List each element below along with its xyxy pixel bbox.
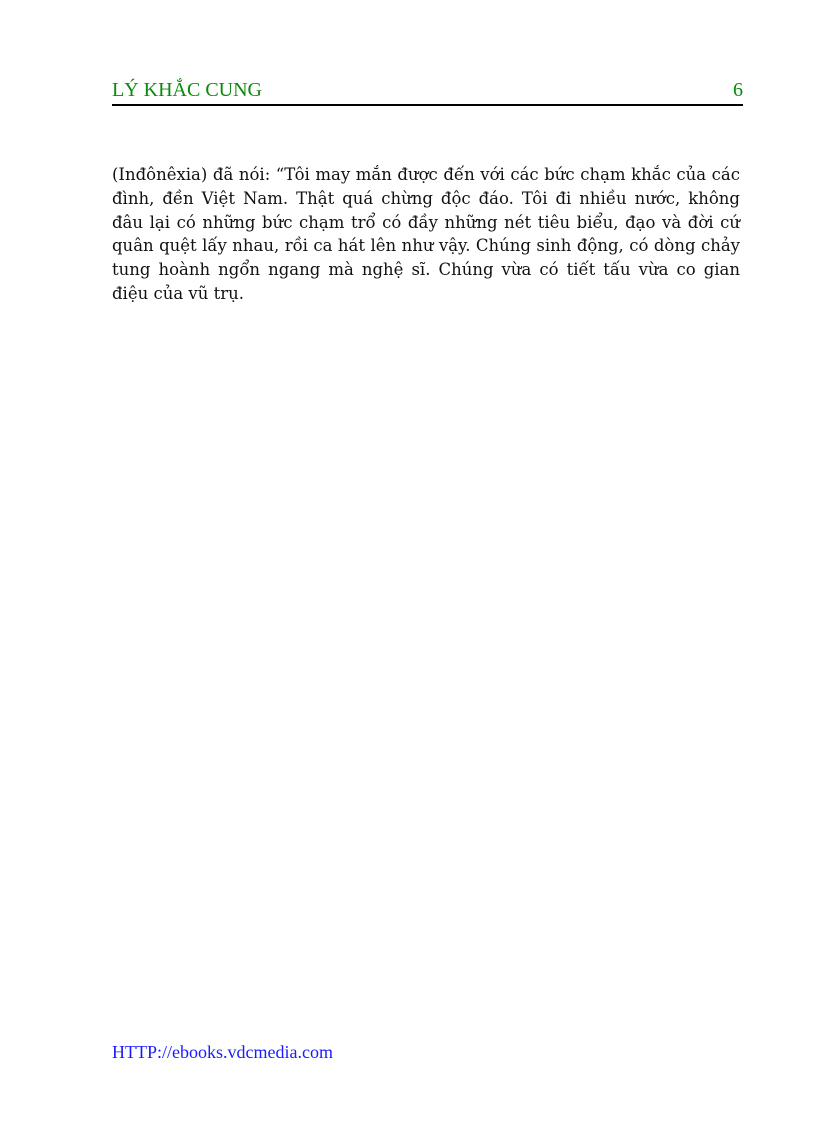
footer-link[interactable]: HTTP://ebooks.vdcmedia.com (112, 1042, 333, 1062)
body-paragraph: (Inđônêxia) đã nói: “Tôi may mắn được đến với các bức chạm khắc của các đình, đền Việt Nam. Thật quá chừng độc đáo. Tôi đi nhiều nước, không đâu lại có những bức chạm trổ có đầy những nét tiêu biểu, đạo và đời cứ quân quệt lấy nhau, rồi ca hát lên như vậy. Chúng sinh động, có dòng chảy tung hoành ngổn ngang mà nghệ sĩ. Chúng vừa có tiết tấu vừa co gian điệu của vũ trụ. (112, 165, 740, 303)
page-number: 6 (733, 79, 743, 101)
header-title: LÝ KHẮC CUNG (112, 79, 262, 101)
page-header (112, 78, 743, 106)
page-footer (112, 1041, 333, 1063)
